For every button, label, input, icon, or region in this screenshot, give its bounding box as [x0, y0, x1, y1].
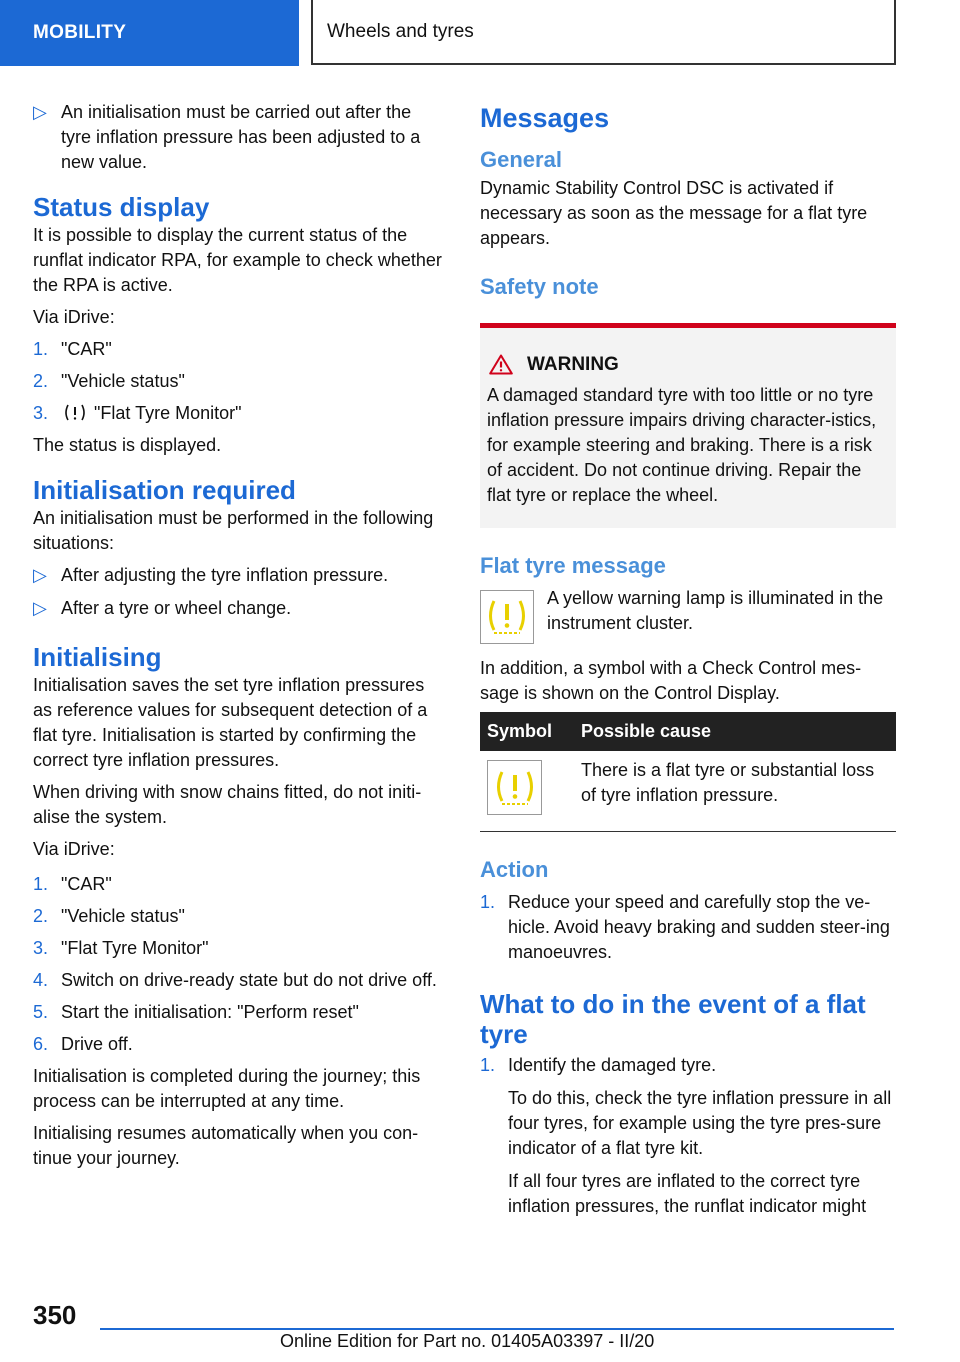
left-column	[33, 100, 445, 1171]
step-number: 6.	[33, 1034, 49, 1054]
list-item	[33, 904, 445, 929]
list-item	[33, 936, 445, 961]
flat-tyre-lamp-row	[480, 586, 896, 644]
list-item	[480, 890, 896, 965]
general-heading: General	[480, 147, 562, 172]
warning-body: A damaged standard tyre with too little or no tyre inflation pressure impairs driving character-istics, for example steering and braking. There is a risk of accident. Do not continue driving. Repair the flat tyre or replace the wheel.	[487, 385, 877, 505]
action-heading: Action	[480, 857, 549, 882]
status-via: Via iDrive:	[33, 307, 115, 327]
column-header-symbol: Symbol	[480, 712, 574, 751]
intro-bullet-text: An initialisation must be carried out after the tyre inflation pressure has been adjusted to a new value.	[61, 102, 421, 172]
initialising-via: Via iDrive:	[33, 839, 115, 859]
status-result: The status is displayed.	[33, 435, 222, 455]
list-item	[480, 1053, 896, 1078]
flat-tyre-body: In addition, a symbol with a Check Control mes-sage is shown on the Control Display.	[480, 658, 862, 703]
triangle-bullet-icon: ▷	[33, 565, 47, 585]
step-text: "Vehicle status"	[61, 906, 185, 926]
step-text: "CAR"	[61, 339, 112, 359]
step-text: "Vehicle status"	[61, 371, 185, 391]
list-item	[33, 369, 445, 394]
flat-tyre-message-heading: Flat tyre message	[480, 553, 666, 578]
list-item	[33, 872, 445, 897]
step-number: 4.	[33, 970, 49, 990]
event-paragraph-2: If all four tyres are inflated to the correct tyre inflation pressures, the runflat indicator might	[508, 1171, 867, 1216]
list-item	[33, 596, 445, 621]
messages-heading: Messages	[480, 103, 610, 133]
step-text: "Flat Tyre Monitor"	[61, 938, 209, 958]
initialising-after-2: Initialising resumes automatically when you con-tinue your journey.	[33, 1123, 419, 1168]
general-body: Dynamic Stability Control DSC is activated if necessary as soon as the message for a flat tyre appears.	[480, 178, 868, 248]
symbol-table	[480, 712, 896, 832]
step-number: 2.	[33, 371, 49, 391]
warning-triangle-icon	[489, 354, 513, 375]
init-required-heading: Initialisation required	[33, 475, 296, 505]
initialising-after-1: Initialisation is completed during the journey; this process can be interrupted at any time.	[33, 1066, 421, 1111]
table-row	[480, 751, 896, 832]
bullet-text: After a tyre or wheel change.	[61, 598, 292, 618]
step-number: 5.	[33, 1002, 49, 1022]
status-body: It is possible to display the current status of the runflat indicator RPA, for example to check whether the RPA is active.	[33, 225, 442, 295]
warning-label: WARNING	[527, 354, 619, 375]
safety-note-heading: Safety note	[480, 274, 599, 299]
list-item	[33, 1000, 445, 1025]
list-item	[33, 401, 445, 426]
right-column	[480, 100, 896, 1219]
step-text: "Flat Tyre Monitor"	[94, 403, 242, 423]
list-item	[33, 337, 445, 362]
page-number: 350	[33, 1300, 77, 1330]
step-text: Identify the damaged tyre.	[508, 1055, 717, 1075]
list-item	[33, 563, 445, 588]
bullet-text: After adjusting the tyre inflation pressure.	[61, 565, 389, 585]
step-text: Start the initialisation: "Perform reset"	[61, 1002, 359, 1022]
yellow-tyre-warning-lamp-icon	[480, 590, 534, 644]
edition-text: Online Edition for Part no. 01405A03397 - II/20	[280, 1331, 655, 1351]
initialising-heading: Initialising	[33, 642, 162, 672]
footer-rule	[100, 1328, 894, 1330]
step-number: 1.	[33, 874, 49, 894]
warning-box	[480, 323, 896, 528]
flat-tyre-event-heading: What to do in the event of a flat tyre	[480, 989, 866, 1049]
step-number: 1.	[480, 1055, 496, 1075]
step-text: Drive off.	[61, 1034, 133, 1054]
tyre-pressure-warning-icon	[487, 760, 542, 815]
step-number: 3.	[33, 938, 49, 958]
initialising-snow-note: When driving with snow chains fitted, do not initi-alise the system.	[33, 782, 422, 827]
init-required-body: An initialisation must be performed in the following situations:	[33, 508, 434, 553]
step-number: 1.	[480, 892, 496, 912]
triangle-bullet-icon: ▷	[33, 598, 47, 618]
step-text: Reduce your speed and carefully stop the ve-hicle. Avoid heavy braking and sudden steer-ing manoeuvres.	[508, 892, 890, 962]
list-item	[33, 1032, 445, 1057]
initialising-body: Initialisation saves the set tyre inflation pressures as reference values for subsequent detection of a flat tyre. Initialisation is started by confirming the correct tyre inflation pressures.	[33, 675, 428, 770]
list-item	[33, 100, 445, 175]
step-text: Switch on drive-ready state but do not drive off.	[61, 970, 437, 990]
section-tab[interactable]: MOBILITY	[0, 0, 299, 66]
list-item	[33, 968, 445, 993]
tyre-pressure-icon	[63, 403, 87, 423]
step-number: 3.	[33, 403, 49, 423]
triangle-bullet-icon: ▷	[33, 102, 47, 122]
step-number: 1.	[33, 339, 49, 359]
symbol-cell	[480, 751, 574, 832]
step-number: 2.	[33, 906, 49, 926]
chapter-title: Wheels and tyres	[311, 0, 896, 65]
status-display-heading: Status display	[33, 192, 210, 222]
step-text: "CAR"	[61, 874, 112, 894]
event-paragraph-1: To do this, check the tyre inflation pressure in all four tyres, for example using the tyre pres-sure indicator of a flat tyre kit.	[508, 1088, 892, 1158]
flat-tyre-lamp-text: A yellow warning lamp is illuminated in the instrument cluster.	[547, 588, 884, 633]
column-header-possible-cause: Possible cause	[574, 712, 896, 751]
cause-cell: There is a flat tyre or substantial loss of tyre inflation pressure.	[574, 751, 896, 832]
